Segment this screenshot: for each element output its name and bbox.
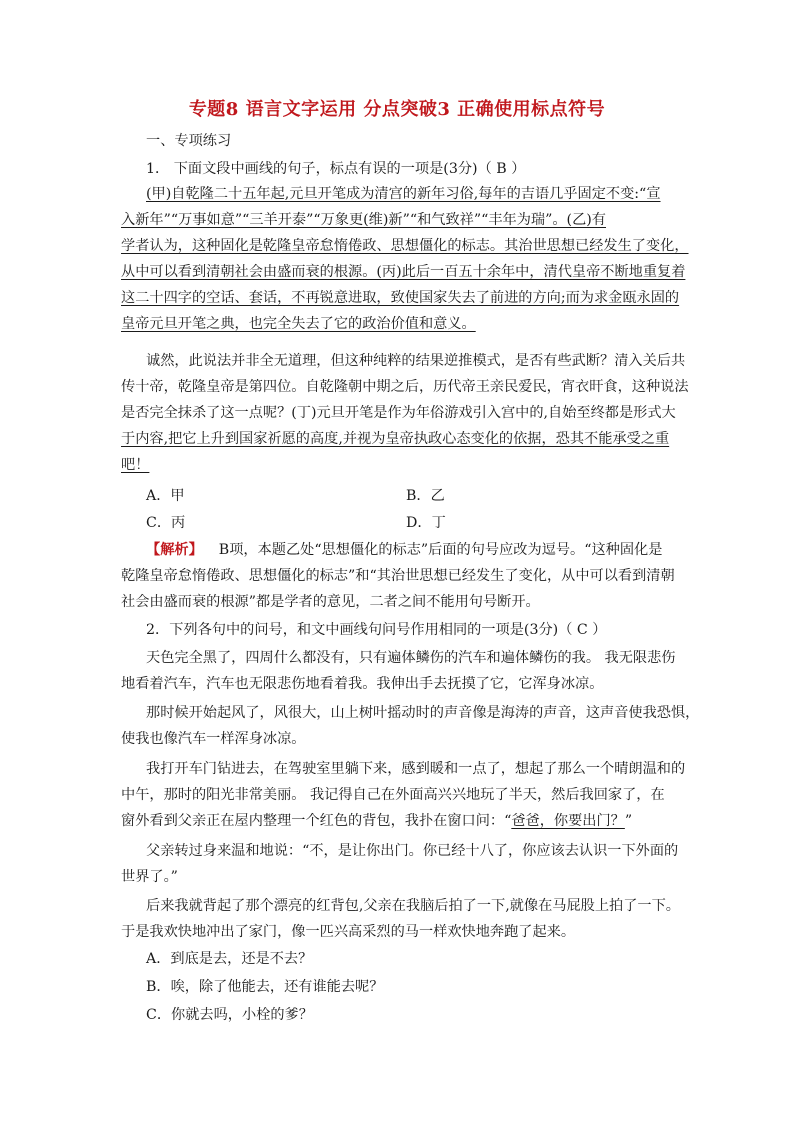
q2-option-b: B．唉，除了他能去，还有谁能去呢？ — [146, 979, 384, 995]
q2-underlined-question: 爸爸，你要出门？ — [511, 813, 625, 829]
q2-paragraph-line: 天色完全黑了，四周什么都没有，只有遍体鳞伤的汽车和遍体鳞伤的我。 我无限悲伤 — [146, 650, 676, 666]
q1-paragraph-line: 是否完全抹杀了这一点呢？(丁)元旦开笔是作为年俗游戏引入宫中的,自始至终都是形式大 — [121, 405, 676, 421]
q1-analysis-line: 乾隆皇帝怠惰倦政、思想僵化的标志”和“其治世思想已经发生了变化，从中可以看到清朝 — [121, 568, 675, 584]
q1-option-c: C．丙 — [146, 515, 186, 531]
q2-option-c: C．你就去吗，小栓的爹？ — [146, 1007, 313, 1023]
q1-underlined-line: 从中可以看到清朝社会由盛而衰的根源。(丙)此后一百五十余年中，清代皇帝不断地重复着 — [121, 264, 686, 280]
q1-stem: 1． 下面文段中画线的句子，标点有误的一项是(3分)（ B ） — [146, 161, 526, 177]
q2-paragraph-line: 于是我欢快地冲出了家门，像一匹兴高采烈的马一样欢快地奔跑了起来。 — [121, 924, 576, 940]
q2-option-a: A．到底是去，还是不去？ — [146, 951, 313, 967]
q1-analysis-line — [146, 540, 662, 560]
q2-text: ” — [624, 813, 633, 829]
q2-paragraph-line: 世界了。” — [121, 869, 178, 885]
q1-underlined-line: (甲)自乾隆二十五年起,元旦开笔成为清宫的新年习俗,每年的吉语几乎固定不变:“宣 — [146, 186, 661, 202]
section-heading: 一、专项练习 — [146, 133, 232, 149]
q2-paragraph-line: 我打开车门钻进去，在驾驶室里躺下来，感到暖和一点了，想起了那么一个晴朗温和的 — [146, 761, 686, 777]
q2-paragraph-line — [121, 811, 632, 831]
q1-underlined-line: 这二十四字的空话、套话，不再锐意进取，致使国家失去了前进的方向;而为求金瓯永固的 — [121, 290, 680, 306]
q2-paragraph-line: 地看着汽车，汽车也无限悲伤地看着我。我伸出手去抚摸了它，它浑身冰凉。 — [121, 676, 604, 692]
q1-paragraph-line: 诚然，此说法并非全无道理，但这种纯粹的结果逆推模式，是否有些武断？清入关后共 — [146, 353, 686, 369]
q2-paragraph-line: 那时候开始起风了，风很大，山上树叶摇动时的声音像是海涛的声音，这声音使我恐惧， — [146, 705, 700, 721]
q1-underlined-line: 学者认为，这种固化是乾隆皇帝怠惰倦政、思想僵化的标志。其治世思想已经发生了变化， — [121, 238, 689, 254]
analysis-label: 【解析】 — [146, 542, 203, 558]
q1-underlined-line: 于内容,把它上升到国家祈愿的高度,并视为皇帝执政心态变化的依据，恐其不能承受之重 — [121, 431, 670, 447]
q2-paragraph-line: 后来我就背起了那个漂亮的红背包,父亲在我脑后拍了一下,就像在马屁股上拍了一下。 — [146, 898, 680, 914]
q2-paragraph-line: 中午，那时的阳光非常美丽。 我记得自己在外面高兴兴地玩了半天，然后我回家了，在 — [121, 787, 665, 803]
q1-option-a: A．甲 — [146, 488, 185, 504]
q2-stem: 2．下列各句中的问号，和文中画线句问号作用相同的一项是(3分)（ C ） — [146, 622, 607, 638]
q1-underlined-line: 皇帝元旦开笔之典，也完全失去了它的政治价值和意义。 — [121, 316, 476, 332]
q2-text: 窗外看到父亲正在屋内整理一个红色的背包，我扑在窗口问：“ — [121, 813, 512, 829]
q1-option-d: D．丁 — [406, 515, 446, 531]
q2-paragraph-line: 使我也像汽车一样浑身冰凉。 — [121, 731, 306, 747]
q2-paragraph-line: 父亲转过身来温和地说：“不，是让你出门。你已经十八了，你应该去认识一下外面的 — [146, 843, 679, 859]
analysis-text: B项，本题乙处“思想僵化的标志”后面的句号应改为逗号。“这种固化是 — [218, 542, 663, 558]
q1-paragraph-line: 传十帝，乾隆皇帝是第四位。自乾隆朝中期之后，历代帝王亲民爱民，宵衣旰食，这种说法 — [121, 379, 689, 395]
page-title: 专题8 语言文字运用 分点突破3 正确使用标点符号 — [188, 99, 606, 120]
q1-analysis-line: 社会由盛而衰的根源”都是学者的意见，二者之间不能用句号断开。 — [121, 594, 540, 610]
q1-underlined-line: 吧！ — [121, 457, 150, 473]
q1-option-b: B．乙 — [406, 488, 445, 504]
q1-underlined-line: 入新年”“万事如意”“三羊开泰”“万象更(维)新”“和气致祥”“丰年为瑞”。(乙)有 — [121, 212, 606, 228]
